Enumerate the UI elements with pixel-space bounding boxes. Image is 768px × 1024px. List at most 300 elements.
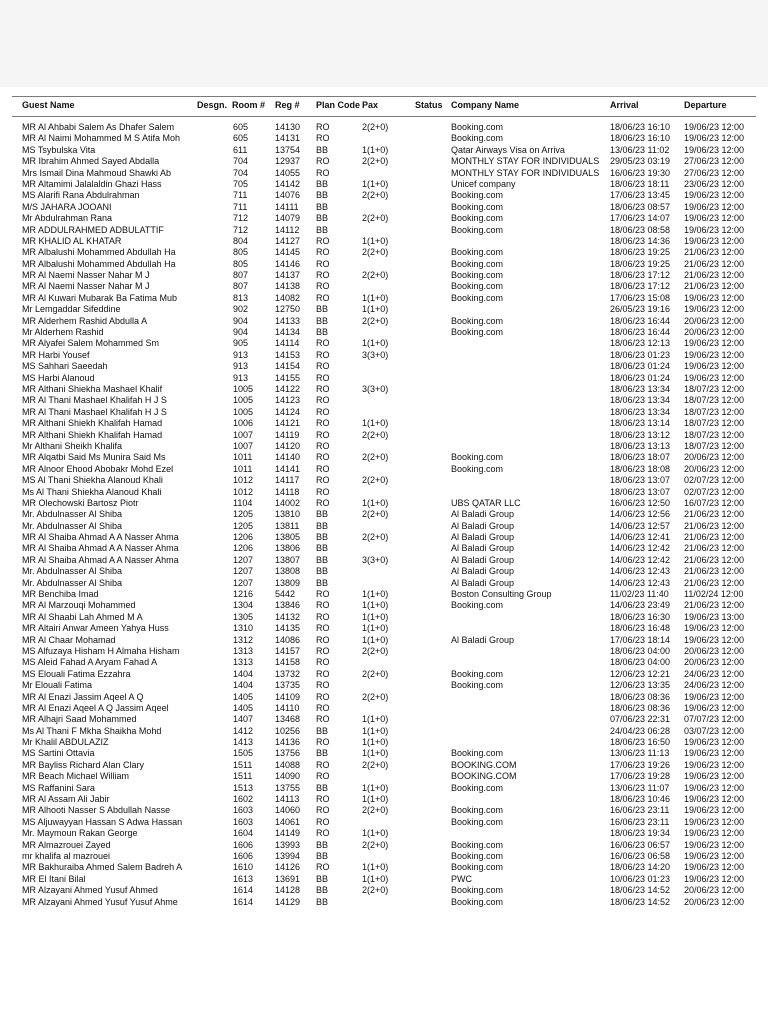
reg-number-cell: 14123 (275, 395, 301, 406)
departure-cell: 07/07/23 12:00 (684, 714, 745, 725)
company-name-cell: Al Baladi Group (451, 532, 515, 543)
company-name-cell: Booking.com (451, 452, 504, 463)
departure-cell: 02/07/23 12:00 (684, 486, 745, 497)
table-row (0, 202, 768, 213)
guest-name-cell: MR Al Ahbabi Salem As Dhafer Salem (22, 122, 175, 132)
reg-number-cell: 14154 (275, 361, 301, 372)
room-number-cell: 1405 (233, 691, 254, 702)
room-number-cell: 1207 (233, 566, 254, 577)
guest-name-cell: Mr. Abdulnasser Al Shiba (22, 509, 123, 520)
pax-cell: 3(3+0) (362, 383, 389, 394)
table-row (0, 748, 768, 759)
plan-code-cell: RO (316, 292, 330, 303)
room-number-cell: 711 (233, 190, 248, 201)
company-name-cell: Booking.com (451, 315, 504, 326)
table-row (0, 509, 768, 520)
reg-number-cell: 13808 (275, 566, 301, 577)
guest-name-cell: MR Al Naemi Nasser Nahar M J (22, 270, 150, 281)
company-name-cell: Booking.com (451, 213, 504, 224)
arrival-cell: 17/06/23 18:14 (610, 634, 671, 645)
room-number-cell: 1007 (233, 440, 254, 451)
arrival-cell: 18/06/23 17:12 (610, 281, 671, 292)
guest-name-cell: Mr Abdulrahman Rana (22, 213, 113, 224)
pax-cell: 3(3+0) (362, 349, 389, 360)
arrival-cell: 18/06/23 13:07 (610, 486, 671, 497)
company-name-cell: Al Baladi Group (451, 566, 515, 577)
room-number-cell: 1413 (233, 737, 254, 748)
room-number-cell: 1513 (233, 782, 254, 793)
room-number-cell: 1313 (233, 657, 254, 668)
departure-cell: 21/06/23 12:00 (684, 258, 745, 269)
guest-name-cell: Ms Al Thani F Mkha Shaikha Mohd (22, 725, 162, 736)
pax-cell: 1(1+0) (362, 497, 389, 508)
table-row (0, 828, 768, 839)
room-number-cell: 807 (233, 270, 249, 281)
pax-cell: 1(1+0) (362, 600, 389, 611)
reg-number-cell: 14157 (275, 645, 301, 656)
arrival-cell: 14/06/23 12:43 (610, 566, 671, 577)
table-row (0, 805, 768, 816)
departure-cell: 24/06/23 12:00 (684, 680, 745, 691)
plan-code-cell: RO (316, 122, 330, 132)
company-name-cell: Booking.com (451, 281, 504, 292)
departure-cell: 19/06/23 12:00 (684, 122, 745, 132)
plan-code-cell: BB (316, 873, 329, 884)
room-number-cell: 1405 (233, 702, 254, 713)
company-name-cell: Al Baladi Group (451, 634, 515, 645)
reg-number-cell: 14120 (275, 440, 301, 451)
plan-code-cell: RO (316, 247, 330, 258)
pax-cell: 1(1+0) (362, 873, 389, 884)
plan-code-cell: RO (316, 794, 330, 805)
table-row (0, 726, 768, 737)
guest-name-cell: MS Tsybulska Vita (22, 144, 96, 155)
reg-number-cell: 14082 (275, 292, 301, 303)
reg-number-cell: 14079 (275, 213, 301, 224)
room-number-cell: 1412 (233, 725, 254, 736)
departure-cell: 19/06/23 12:00 (684, 771, 745, 782)
plan-code-cell: BB (316, 896, 329, 907)
departure-cell: 20/06/23 12:00 (684, 327, 745, 338)
table-row (0, 669, 768, 680)
departure-cell: 19/06/23 12:00 (684, 828, 745, 839)
company-name-cell: Booking.com (451, 782, 504, 793)
plan-code-cell: BB (316, 543, 329, 554)
company-name-cell: BOOKING.COM (451, 759, 517, 770)
room-number-cell: 905 (233, 338, 249, 349)
arrival-cell: 18/06/23 16:44 (610, 315, 671, 326)
reg-number-cell: 14155 (275, 372, 301, 383)
plan-code-cell: RO (316, 156, 330, 167)
plan-code-cell: RO (316, 270, 330, 281)
arrival-cell: 18/06/23 04:00 (610, 657, 671, 668)
table-row (0, 213, 768, 224)
plan-code-cell: RO (316, 235, 330, 246)
room-number-cell: 1312 (233, 634, 254, 645)
table-row (0, 714, 768, 725)
pax-cell: 1(1+0) (362, 634, 389, 645)
pax-cell: 1(1+0) (362, 737, 389, 748)
header-designation: Desgn. (197, 100, 228, 110)
room-number-cell: 913 (233, 372, 249, 383)
reg-number-cell: 14055 (275, 167, 301, 178)
guest-name-cell: MR Al Naemi Nasser Nahar M J (22, 281, 150, 292)
departure-cell: 20/06/23 12:00 (684, 885, 745, 896)
plan-code-cell: BB (316, 577, 329, 588)
table-row (0, 760, 768, 771)
table-row (0, 304, 768, 315)
plan-code-cell: BB (316, 304, 329, 315)
departure-cell: 27/06/23 12:00 (684, 167, 745, 178)
company-name-cell: Booking.com (451, 224, 504, 235)
room-number-cell: 704 (233, 167, 249, 178)
arrival-cell: 14/06/23 12:42 (610, 543, 671, 554)
table-row (0, 316, 768, 327)
arrival-cell: 18/06/23 13:07 (610, 475, 671, 486)
departure-cell: 19/06/23 12:00 (684, 702, 745, 713)
arrival-cell: 18/06/23 14:52 (610, 896, 671, 907)
departure-cell: 21/06/23 12:00 (684, 281, 745, 292)
departure-cell: 24/06/23 12:00 (684, 668, 745, 679)
guest-name-cell: MR Alzayani Ahmed Yusuf Ahmed (22, 885, 158, 896)
reg-number-cell: 14137 (275, 270, 301, 281)
room-number-cell: 712 (233, 213, 249, 224)
reg-number-cell: 13811 (275, 520, 300, 531)
table-row (0, 225, 768, 236)
plan-code-cell: RO (316, 634, 330, 645)
arrival-cell: 16/06/23 23:11 (610, 805, 670, 816)
plan-code-cell: RO (316, 395, 330, 406)
pax-cell: 2(2+0) (362, 759, 389, 770)
room-number-cell: 804 (233, 235, 249, 246)
arrival-cell: 18/06/23 16:50 (610, 737, 671, 748)
table-row (0, 487, 768, 498)
reg-number-cell: 14129 (275, 896, 301, 907)
guest-name-cell: M/S JAHARA JOOANI (22, 201, 112, 212)
room-number-cell: 1604 (233, 828, 254, 839)
room-number-cell: 1005 (233, 406, 254, 417)
guest-name-cell: MR Althani Shiekha Mashael Khalif (22, 383, 163, 394)
reg-number-cell: 14127 (275, 235, 301, 246)
pax-cell: 2(2+0) (362, 190, 389, 201)
departure-cell: 19/06/23 12:00 (684, 691, 745, 702)
reg-number-cell: 14141 (275, 463, 301, 474)
company-name-cell: Booking.com (451, 600, 504, 611)
arrival-cell: 14/06/23 12:42 (610, 554, 671, 565)
arrival-cell: 18/06/23 12:13 (610, 338, 671, 349)
plan-code-cell: RO (316, 657, 330, 668)
reg-number-cell: 14136 (275, 737, 301, 748)
arrival-cell: 18/06/23 08:36 (610, 691, 671, 702)
table-row (0, 361, 768, 372)
room-number-cell: 1511 (233, 771, 253, 782)
company-name-cell: Booking.com (451, 748, 504, 759)
room-number-cell: 805 (233, 258, 249, 269)
departure-cell: 19/06/23 12:00 (684, 361, 745, 372)
guest-name-cell: Mr Elouali Fatima (22, 680, 93, 691)
company-name-cell: Booking.com (451, 247, 504, 258)
arrival-cell: 18/06/23 01:24 (610, 361, 671, 372)
plan-code-cell: RO (316, 475, 330, 486)
table-row (0, 555, 768, 566)
departure-cell: 19/06/23 12:00 (684, 133, 745, 144)
arrival-cell: 18/06/23 19:34 (610, 828, 671, 839)
room-number-cell: 712 (233, 224, 249, 235)
table-row (0, 281, 768, 292)
plan-code-cell: RO (316, 600, 330, 611)
arrival-cell: 14/06/23 12:43 (610, 577, 671, 588)
arrival-cell: 12/06/23 13:35 (610, 680, 671, 691)
room-number-cell: 805 (233, 247, 249, 258)
pax-cell: 1(1+0) (362, 292, 389, 303)
reg-number-cell: 14135 (275, 623, 301, 634)
header-reg: Reg # (275, 100, 300, 110)
pax-cell: 2(2+0) (362, 270, 389, 281)
reg-number-cell: 14060 (275, 805, 301, 816)
departure-cell: 19/06/23 12:00 (684, 873, 745, 884)
room-number-cell: 1011 (233, 452, 253, 463)
pax-cell: 2(2+0) (362, 122, 389, 132)
reg-number-cell: 14149 (275, 828, 301, 839)
plan-code-cell: BB (316, 315, 329, 326)
header-departure: Departure (684, 100, 727, 110)
departure-cell: 20/06/23 12:00 (684, 452, 745, 463)
plan-code-cell: RO (316, 361, 330, 372)
company-name-cell: Booking.com (451, 190, 504, 201)
plan-code-cell: BB (316, 839, 329, 850)
plan-code-cell: RO (316, 372, 330, 383)
reg-number-cell: 13809 (275, 577, 301, 588)
guest-name-cell: MS Sahhari Saeedah (22, 361, 108, 372)
room-number-cell: 1207 (233, 577, 254, 588)
departure-cell: 11/02/24 12:00 (684, 589, 744, 600)
header-company: Company Name (451, 100, 520, 110)
reg-number-cell: 14153 (275, 349, 301, 360)
plan-code-cell: BB (316, 224, 329, 235)
guest-name-cell: MS Aljuwayyan Hassan S Adwa Hassan (22, 816, 183, 827)
guest-name-cell: Mr. Abdulnasser Al Shiba (22, 577, 123, 588)
departure-cell: 23/06/23 12:00 (684, 178, 745, 189)
departure-cell: 20/06/23 12:00 (684, 645, 745, 656)
pax-cell: 1(1+0) (362, 782, 389, 793)
room-number-cell: 1404 (233, 680, 254, 691)
plan-code-cell: BB (316, 782, 329, 793)
plan-code-cell: BB (316, 851, 329, 861)
departure-cell: 21/06/23 12:00 (684, 566, 745, 577)
guest-name-cell: MR Bayliss Richard Alan Clary (22, 759, 145, 770)
room-number-cell: 704 (233, 156, 249, 167)
company-name-cell: BOOKING.COM (451, 771, 517, 782)
plan-code-cell: RO (316, 429, 330, 440)
room-number-cell: 705 (233, 178, 249, 189)
arrival-cell: 14/06/23 23:49 (610, 600, 671, 611)
reg-number-cell: 14086 (275, 634, 301, 645)
reg-number-cell: 14126 (275, 862, 301, 873)
departure-cell: 21/06/23 12:00 (684, 509, 745, 520)
plan-code-cell: BB (316, 178, 329, 189)
room-number-cell: 1216 (233, 589, 254, 600)
table-row (0, 168, 768, 179)
pax-cell: 3(3+0) (362, 554, 389, 565)
table-row (0, 475, 768, 486)
departure-cell: 19/06/23 12:00 (684, 292, 745, 303)
departure-cell: 19/06/23 12:00 (684, 794, 745, 805)
table-row (0, 885, 768, 896)
reg-number-cell: 14142 (275, 178, 301, 189)
reg-number-cell: 12937 (275, 156, 301, 167)
guest-name-cell: Mr. Maymoun Rakan George (22, 828, 138, 839)
guest-name-cell: MR Albalushi Mohammed Abdullah Ha (22, 247, 176, 258)
guest-name-cell: MR Alyafei Salem Mohammed Sm (22, 338, 160, 349)
reg-number-cell: 14002 (275, 497, 301, 508)
table-row (0, 657, 768, 668)
arrival-cell: 18/06/23 13:13 (610, 440, 671, 451)
plan-code-cell: RO (316, 463, 330, 474)
plan-code-cell: RO (316, 133, 330, 144)
pax-cell: 1(1+0) (362, 144, 389, 155)
arrival-cell: 18/06/23 08:57 (610, 201, 671, 212)
plan-code-cell: RO (316, 383, 330, 394)
plan-code-cell: BB (316, 520, 329, 531)
header-pax: Pax (362, 100, 379, 110)
room-number-cell: 1012 (233, 475, 254, 486)
arrival-cell: 18/06/23 13:34 (610, 395, 671, 406)
arrival-cell: 18/06/23 17:12 (610, 270, 671, 281)
reg-number-cell: 13994 (275, 851, 301, 861)
room-number-cell: 1305 (233, 611, 254, 622)
room-number-cell: 1602 (233, 794, 254, 805)
table-row (0, 236, 768, 247)
company-name-cell: Booking.com (451, 816, 504, 827)
guest-name-cell: Mr Althani Sheikh Khalifa (22, 440, 123, 451)
table-row (0, 771, 768, 782)
departure-cell: 19/06/23 12:00 (684, 224, 745, 235)
guest-name-cell: Mr Khalil ABDULAZIZ (22, 737, 109, 748)
room-number-cell: 1614 (233, 896, 254, 907)
company-name-cell: Booking.com (451, 201, 504, 212)
pax-cell: 1(1+0) (362, 418, 389, 429)
guest-name-cell: Ms Al Thani Shiekha Alanoud Khali (22, 486, 162, 497)
guest-name-cell: MR Benchiba Imad (22, 589, 99, 600)
table-row (0, 623, 768, 634)
plan-code-cell: BB (316, 190, 329, 201)
departure-cell: 20/06/23 12:00 (684, 896, 745, 907)
room-number-cell: 1205 (233, 509, 254, 520)
reg-number-cell: 14138 (275, 281, 301, 292)
departure-cell: 16/07/23 12:00 (684, 497, 745, 508)
departure-cell: 21/06/23 12:00 (684, 247, 745, 258)
room-number-cell: 1407 (233, 714, 254, 725)
plan-code-cell: RO (316, 486, 330, 497)
room-number-cell: 1012 (233, 486, 254, 497)
guest-name-cell: Mr. Abdulnasser Al Shiba (22, 520, 123, 531)
pax-cell: 1(1+0) (362, 623, 389, 634)
table-row (0, 612, 768, 623)
reg-number-cell: 5442 (275, 589, 296, 600)
pax-cell: 1(1+0) (362, 828, 389, 839)
top-margin (0, 0, 768, 87)
departure-cell: 19/06/23 12:00 (684, 372, 745, 383)
room-number-cell: 711 (233, 201, 248, 212)
room-number-cell: 1005 (233, 383, 254, 394)
arrival-cell: 17/06/23 15:08 (610, 292, 671, 303)
departure-cell: 21/06/23 12:00 (684, 577, 745, 588)
reg-number-cell: 14132 (275, 611, 301, 622)
guest-name-cell: MR Al Thani Mashael Khalifah H J S (22, 395, 167, 406)
plan-code-cell: RO (316, 418, 330, 429)
reg-number-cell: 13468 (275, 714, 301, 725)
arrival-cell: 18/06/23 14:36 (610, 235, 671, 246)
guest-name-cell: mr khalifa al mazrouei (22, 851, 111, 861)
reg-number-cell: 13754 (275, 144, 301, 155)
table-row (0, 737, 768, 748)
table-row (0, 600, 768, 611)
table-row (0, 350, 768, 361)
plan-code-cell: BB (316, 144, 329, 155)
arrival-cell: 17/06/23 13:45 (610, 190, 671, 201)
departure-cell: 19/06/23 12:00 (684, 349, 745, 360)
departure-cell: 19/06/23 12:00 (684, 839, 745, 850)
guest-name-cell: MR Al Shaiba Ahmad A A Nasser Ahma (22, 532, 179, 543)
departure-cell: 20/06/23 12:00 (684, 657, 745, 668)
reg-number-cell: 14118 (275, 486, 300, 497)
arrival-cell: 18/06/23 18:11 (610, 178, 670, 189)
plan-code-cell: RO (316, 611, 330, 622)
arrival-cell: 18/06/23 08:58 (610, 224, 671, 235)
pax-cell: 2(2+0) (362, 156, 389, 167)
plan-code-cell: BB (316, 566, 329, 577)
table-row (0, 441, 768, 452)
guest-name-cell: MR Al Enazi Jassim Aqeel A Q (22, 691, 144, 702)
arrival-cell: 18/06/23 13:14 (610, 418, 671, 429)
company-name-cell: Booking.com (451, 258, 504, 269)
plan-code-cell: BB (316, 554, 329, 565)
departure-cell: 19/06/23 12:00 (684, 759, 745, 770)
guest-name-cell: MR Althani Shiekh Khalifah Hamad (22, 418, 163, 429)
pax-cell: 2(2+0) (362, 691, 389, 702)
reg-number-cell: 14109 (275, 691, 301, 702)
plan-code-cell: RO (316, 167, 330, 178)
table-row (0, 578, 768, 589)
company-name-cell: MONTHLY STAY FOR INDIVIDUALS (451, 167, 600, 178)
reg-number-cell: 14088 (275, 759, 301, 770)
pax-cell: 1(1+0) (362, 725, 389, 736)
reg-number-cell: 14111 (275, 201, 299, 212)
departure-cell: 19/06/23 12:00 (684, 782, 745, 793)
room-number-cell: 902 (233, 304, 249, 315)
reg-number-cell: 13691 (275, 873, 301, 884)
arrival-cell: 18/06/23 18:08 (610, 463, 671, 474)
table-row (0, 395, 768, 406)
arrival-cell: 14/06/23 12:56 (610, 509, 671, 520)
departure-cell: 18/07/23 12:00 (684, 406, 745, 417)
room-number-cell: 1304 (233, 600, 254, 611)
room-number-cell: 605 (233, 122, 249, 132)
reg-number-cell: 14076 (275, 190, 301, 201)
guest-name-cell: MS Al Thani Shiekha Alanoud Khali (22, 475, 163, 486)
arrival-cell: 16/06/23 06:58 (610, 851, 671, 861)
guest-name-cell: MR Al Shaiba Ahmad A A Nasser Ahma (22, 543, 179, 554)
guest-name-cell: MR Harbi Yousef (22, 349, 90, 360)
arrival-cell: 18/06/23 19:25 (610, 247, 671, 258)
reg-number-cell: 13805 (275, 532, 301, 543)
room-number-cell: 1206 (233, 532, 254, 543)
departure-cell: 19/06/23 12:00 (684, 338, 745, 349)
room-number-cell: 605 (233, 133, 249, 144)
table-row (0, 589, 768, 600)
guest-name-cell: MS Raffanini Sara (22, 782, 95, 793)
departure-cell: 19/06/23 12:00 (684, 737, 745, 748)
